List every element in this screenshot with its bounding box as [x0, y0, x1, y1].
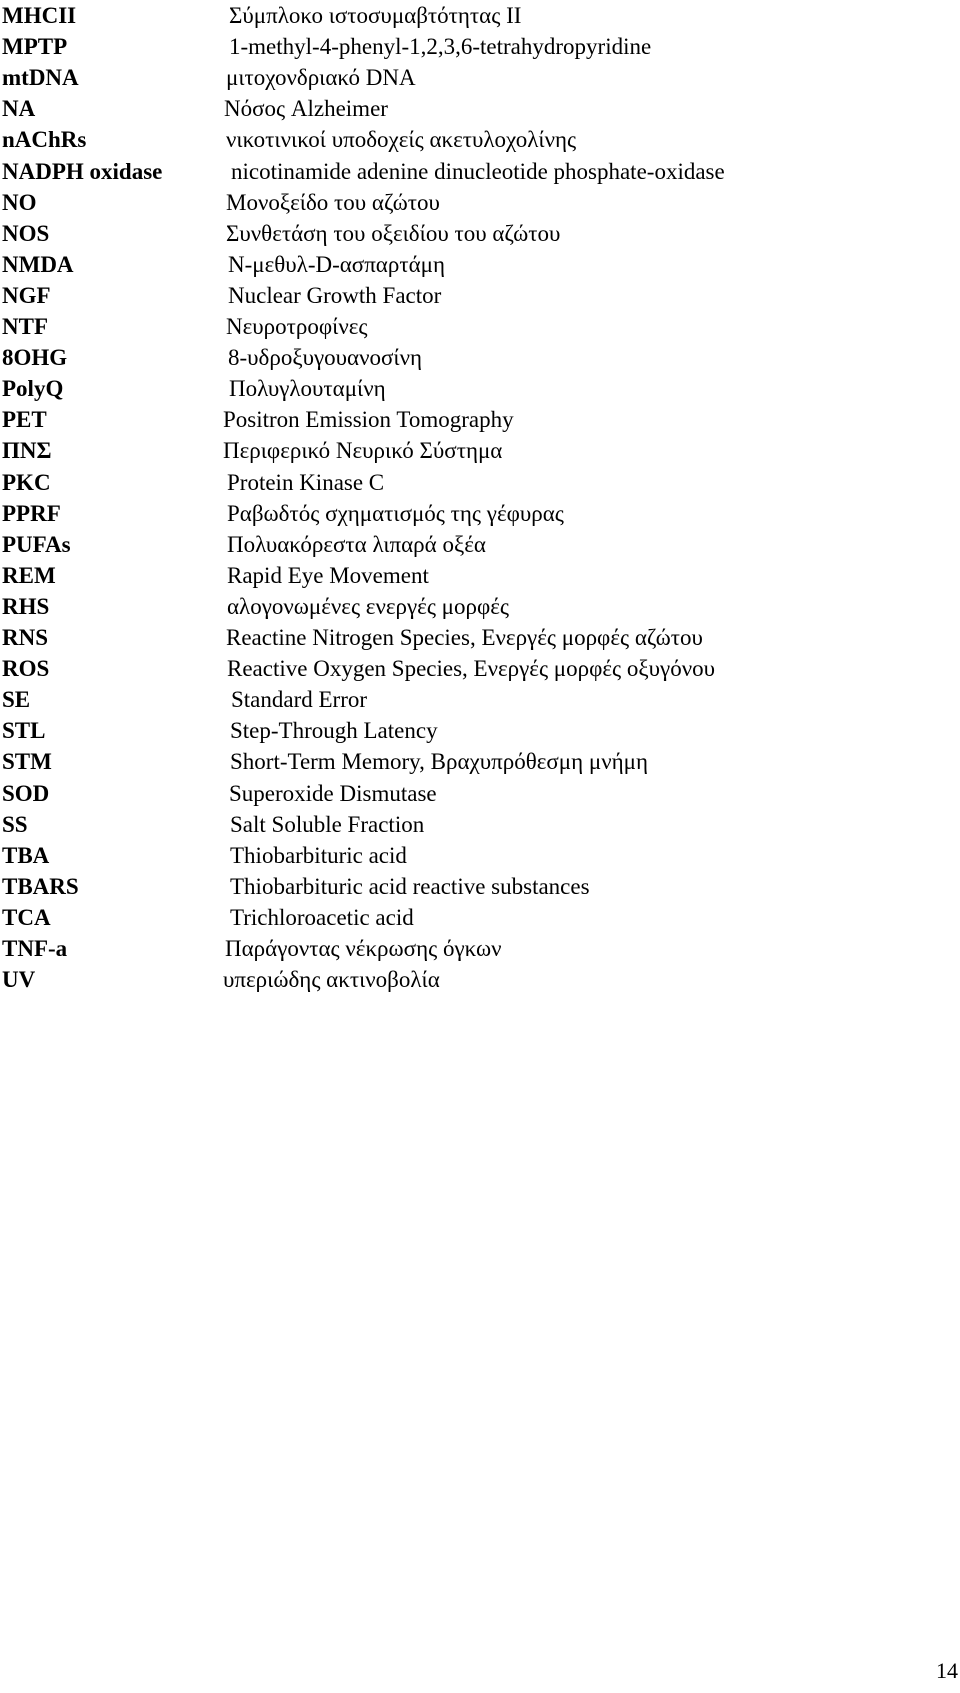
abbreviation-row — [0, 249, 960, 280]
abbreviation-row — [0, 156, 960, 187]
abbreviation-row — [0, 62, 960, 93]
abbreviation-row — [0, 373, 960, 404]
page-number: 14 — [936, 1658, 958, 1683]
abbreviation-definition: Συνθετάση του οξειδίου του αζώτου — [226, 220, 561, 246]
abbreviation-term: REM — [2, 562, 56, 588]
abbreviation-term: SOD — [2, 780, 50, 806]
abbreviation-definition: Thiobarbituric acid reactive substances — [230, 873, 590, 899]
abbreviation-term: ΠΝΣ — [2, 438, 52, 464]
abbreviation-row — [0, 218, 960, 249]
abbreviation-term: TBARS — [2, 873, 79, 899]
abbreviation-definition: Rapid Eye Movement — [227, 562, 429, 588]
abbreviation-definition: μιτοχονδριακό DNA — [226, 65, 416, 91]
abbreviation-row — [0, 964, 960, 995]
abbreviation-definition: Ραβωδτός σχηματισμός της γέφυρας — [227, 500, 564, 526]
abbreviation-definition: Νόσος Alzheimer — [224, 96, 388, 122]
abbreviation-term: nAChRs — [2, 127, 87, 153]
abbreviation-term: TCA — [2, 904, 51, 930]
abbreviation-row — [0, 715, 960, 746]
abbreviation-definition: Reactive Oxygen Species, Ενεργές μορφές οξυγόνου — [227, 656, 715, 682]
abbreviation-row — [0, 0, 960, 31]
abbreviation-term: STM — [2, 749, 52, 775]
abbreviation-row — [0, 31, 960, 62]
abbreviation-definition: Thiobarbituric acid — [230, 842, 407, 868]
abbreviation-definition: Νευροτροφίνες — [226, 314, 368, 339]
abbreviation-definition: Nuclear Growth Factor — [228, 282, 442, 308]
abbreviation-row — [0, 560, 960, 591]
abbreviation-term: NO — [2, 189, 37, 215]
abbreviation-definition: nicotinamide adenine dinucleotide phosphate-oxidase — [231, 158, 725, 184]
abbreviation-row — [0, 467, 960, 498]
abbreviation-row — [0, 342, 960, 373]
abbreviation-term: MPTP — [2, 34, 68, 60]
abbreviation-definition: 1-methyl-4-phenyl-1,2,3,6-tetrahydropyridine — [229, 34, 652, 60]
abbreviation-term: SE — [2, 687, 31, 713]
abbreviation-row — [0, 778, 960, 809]
abbreviation-row — [0, 280, 960, 311]
abbreviation-term: PolyQ — [2, 376, 64, 402]
abbreviation-term: TNF-a — [2, 936, 68, 961]
abbreviation-term: NADPH oxidase — [2, 158, 163, 184]
abbreviation-row — [0, 746, 960, 777]
abbreviation-definition: Superoxide Dismutase — [229, 780, 437, 806]
abbreviation-row — [0, 591, 960, 622]
abbreviation-term: NTF — [2, 314, 48, 339]
abbreviation-row — [0, 684, 960, 715]
abbreviation-definition: Πολυγλουταμίνη — [229, 376, 386, 402]
abbreviation-definition: αλογονωμένες ενεργές μορφές — [227, 593, 510, 619]
abbreviation-row — [0, 871, 960, 902]
abbreviation-term: NMDA — [2, 251, 74, 277]
abbreviation-row — [0, 93, 960, 124]
abbreviation-definition: Standard Error — [231, 687, 368, 713]
abbreviation-definition: 8-υδροξυγουανοσίνη — [228, 345, 423, 371]
abbreviation-term: NGF — [2, 282, 51, 308]
abbreviation-definition: υπεριώδης ακτινοβολία — [223, 967, 440, 993]
abbreviation-definition: Παράγοντας νέκρωσης όγκων — [225, 936, 502, 961]
abbreviation-definition: Περιφερικό Νευρικό Σύστημα — [223, 438, 503, 464]
abbreviation-term: SS — [2, 811, 28, 837]
abbreviation-row — [0, 622, 960, 653]
abbreviation-definition: N-μεθυλ-D-ασπαρτάμη — [228, 251, 445, 277]
abbreviation-term: RNS — [2, 625, 49, 650]
abbreviation-definition: Step-Through Latency — [230, 718, 438, 744]
abbreviation-term: ROS — [2, 656, 50, 682]
abbreviation-row — [0, 187, 960, 218]
abbreviation-row — [0, 902, 960, 933]
abbreviation-definition: Reactine Nitrogen Species, Ενεργές μορφές αζώτου — [226, 625, 703, 650]
abbreviation-row — [0, 933, 960, 964]
abbreviation-row — [0, 653, 960, 684]
abbreviation-term: PET — [2, 407, 47, 433]
abbreviation-row — [0, 529, 960, 560]
abbreviation-row — [0, 435, 960, 466]
abbreviation-row — [0, 124, 960, 155]
abbreviation-definition: Protein Kinase C — [227, 469, 385, 495]
abbreviation-term: TBA — [2, 842, 50, 868]
abbreviation-definition: Salt Soluble Fraction — [230, 811, 425, 837]
abbreviation-term: RHS — [2, 593, 50, 619]
abbreviation-definition: Πολυακόρεστα λιπαρά οξέα — [227, 531, 486, 557]
abbreviation-term: PPRF — [2, 500, 61, 526]
abbreviation-definition: Positron Emission Tomography — [223, 407, 514, 433]
abbreviation-term: NOS — [2, 220, 50, 246]
abbreviation-term: PUFAs — [2, 531, 71, 557]
abbreviation-term: PKC — [2, 469, 51, 495]
abbreviation-row — [0, 498, 960, 529]
abbreviation-row — [0, 840, 960, 871]
abbreviation-definition: Σύμπλοκο ιστοσυμαβτότητας ΙΙ — [229, 3, 522, 28]
abbreviation-term: mtDNA — [2, 65, 79, 91]
abbreviation-definition: Trichloroacetic acid — [230, 904, 414, 930]
abbreviation-term: STL — [2, 718, 46, 744]
abbreviation-definition: Μονοξείδο του αζώτου — [226, 189, 440, 215]
abbreviation-term: 8OHG — [2, 345, 68, 371]
abbreviation-definition: νικοτινικοί υποδοχείς ακετυλοχολίνης — [226, 127, 577, 153]
abbreviation-row — [0, 311, 960, 342]
abbreviation-row — [0, 809, 960, 840]
abbreviation-definition: Short-Term Memory, Βραχυπρόθεσμη μνήμη — [230, 749, 649, 775]
abbreviation-term: UV — [2, 967, 36, 993]
abbreviation-row — [0, 404, 960, 435]
abbreviation-term: MHCII — [2, 3, 77, 28]
abbreviation-term: NA — [2, 96, 36, 122]
